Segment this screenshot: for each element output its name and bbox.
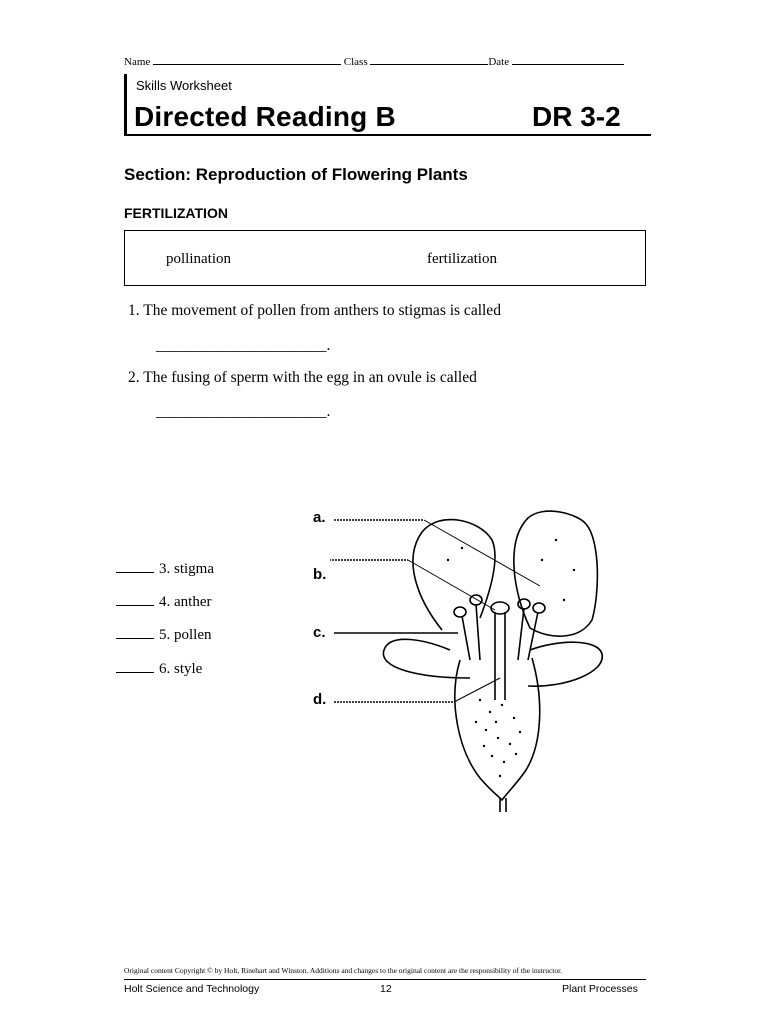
petal-lower-right bbox=[528, 642, 602, 686]
copyright-notice: Original content Copyright © by Holt, Rinehart and Winston. Additions and changes to the original content are the responsibility of the instructor. bbox=[124, 966, 563, 975]
question-1 bbox=[128, 302, 501, 320]
petal-right bbox=[514, 511, 598, 636]
match-blank[interactable] bbox=[116, 626, 154, 639]
stigma bbox=[491, 602, 509, 614]
match-blank[interactable] bbox=[116, 593, 154, 606]
word-bank-item: pollination bbox=[166, 251, 231, 267]
anther bbox=[470, 595, 482, 605]
page-number: 12 bbox=[380, 983, 392, 995]
date-field[interactable] bbox=[512, 55, 624, 65]
worksheet-code: DR 3-2 bbox=[532, 101, 621, 132]
class-label: Class bbox=[343, 56, 368, 68]
diagram-label-a: a. bbox=[313, 509, 326, 526]
name-label: Name bbox=[124, 56, 151, 68]
class-field[interactable] bbox=[370, 55, 488, 65]
anther bbox=[454, 607, 466, 617]
header-fields bbox=[124, 55, 624, 68]
question-text: The movement of pollen from anthers to stigmas is called bbox=[143, 302, 501, 319]
matching-item: 3. stigma bbox=[116, 560, 214, 578]
stalk bbox=[500, 798, 506, 812]
date-label: Date bbox=[488, 56, 510, 68]
question-number: 1. bbox=[128, 302, 140, 319]
worksheet-type: Skills Worksheet bbox=[136, 78, 232, 93]
question-2 bbox=[128, 369, 477, 387]
footer-left: Holt Science and Technology bbox=[124, 983, 260, 995]
footer-right: Plant Processes bbox=[562, 983, 638, 995]
footer-rule bbox=[124, 979, 646, 980]
flower-diagram bbox=[330, 500, 620, 820]
question-number: 2. bbox=[128, 369, 140, 386]
diagram-label-d: d. bbox=[313, 691, 327, 708]
ovary-stipple bbox=[447, 539, 575, 777]
match-blank[interactable] bbox=[116, 560, 154, 573]
leader-line-d-pointer bbox=[454, 678, 500, 702]
answer-line-2[interactable]: ______________________. bbox=[156, 403, 331, 420]
subheading: FERTILIZATION bbox=[124, 205, 228, 221]
diagram-label-c: c. bbox=[313, 624, 326, 641]
match-blank[interactable] bbox=[116, 660, 154, 673]
diagram-label-b: b. bbox=[313, 566, 327, 583]
matching-item: 5. pollen bbox=[116, 626, 212, 644]
section-title: Section: Reproduction of Flowering Plants bbox=[124, 165, 468, 184]
word-bank-item: fertilization bbox=[427, 251, 497, 267]
style bbox=[495, 612, 505, 700]
answer-line-1[interactable]: ______________________. bbox=[156, 337, 331, 354]
matching-item: 4. anther bbox=[116, 593, 211, 611]
name-field[interactable] bbox=[153, 55, 341, 65]
matching-item: 6. style bbox=[116, 660, 202, 678]
anther bbox=[533, 603, 545, 613]
page-title: Directed Reading B bbox=[134, 101, 396, 132]
stamen-filaments bbox=[462, 604, 538, 660]
question-text: The fusing of sperm with the egg in an ovule is called bbox=[143, 369, 477, 386]
